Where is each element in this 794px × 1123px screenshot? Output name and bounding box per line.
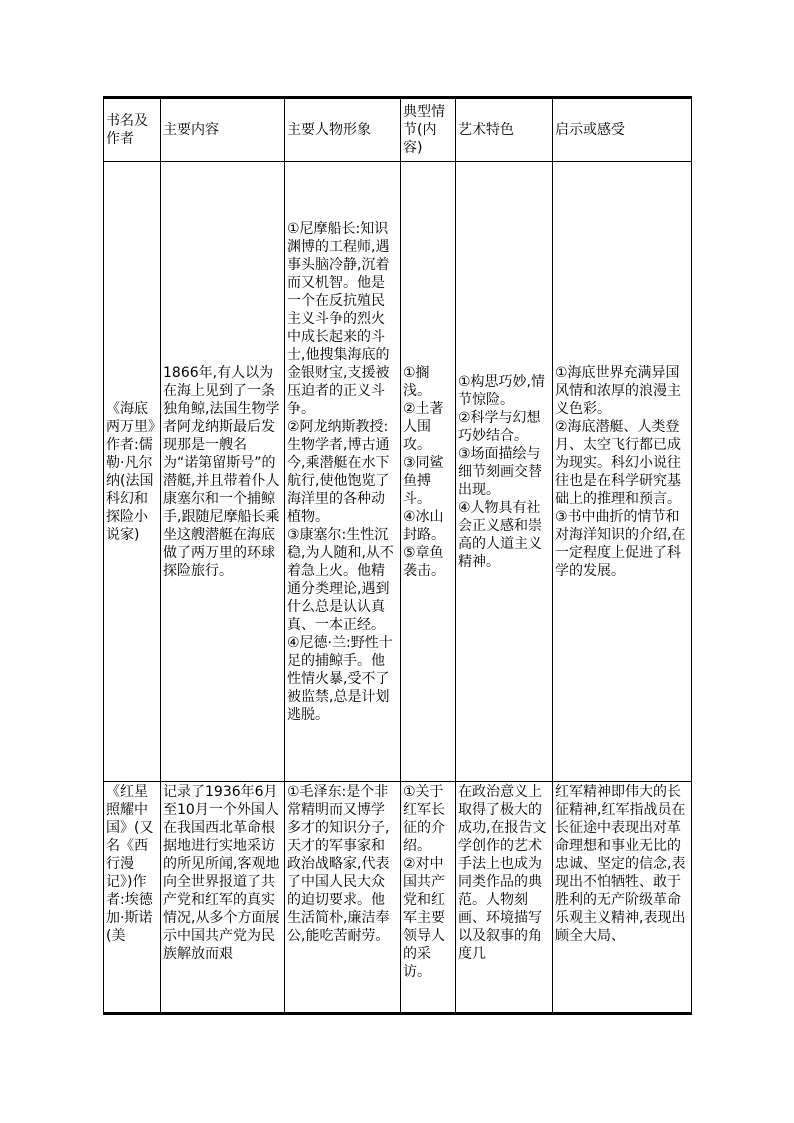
header-main-content: 主要内容	[161, 98, 285, 162]
cell-main-content: 记录了1936年6月至10月一个外国人在我国西北革命根据地进行实地采访的所见所闻,客观地向全世界报道了共产党和红军的真实情况,从多个方面展示中国共产党为民族解放而艰	[161, 782, 285, 1014]
table-row	[104, 782, 692, 1014]
table-header-row	[104, 98, 692, 162]
cell-typical-plot: ①关于红军长征的介绍。 ②对中国共产党和红军主要领导人的采访。	[401, 782, 456, 1014]
cell-book-author: 《红星照耀中国》(又名《西行漫记》)作者:埃德加·斯诺(美	[104, 782, 161, 1014]
cell-art-features: ①构思巧妙,情节惊险。 ②科学与幻想巧妙结合。 ③场面描绘与细节刻画交替出现。 ④人物具有社会正义感和崇高的人道主义精神。	[456, 162, 553, 782]
book-summary-table	[103, 96, 692, 1015]
header-art-features: 艺术特色	[456, 98, 553, 162]
header-book-author: 书名及作者	[104, 98, 161, 162]
header-insight: 启示或感受	[553, 98, 692, 162]
cell-main-content: 1866年,有人以为在海上见到了一条独角鲸,法国生物学者阿龙纳斯最后发现那是一艘名为“诺第留斯号”的潜艇,并且带着仆人康塞尔和一个捕鲸手,跟随尼摩船长乘坐这艘潜艇在海底做了两万里的环球探险旅行。	[161, 162, 285, 782]
cell-insight: ①海底世界充满异国风情和浓厚的浪漫主义色彩。 ②海底潜艇、人类登月、太空飞行都已成为现实。科幻小说往往也是在科学研究基础上的推理和预言。 ③书中曲折的情节和对海洋知识的介绍,在一定程度上促进了科学的发展。	[553, 162, 692, 782]
cell-book-author: 《海底两万里》作者:儒勒·凡尔纳(法国科幻和探险小说家)	[104, 162, 161, 782]
cell-art-features: 在政治意义上取得了极大的成功,在报告文学创作的艺术手法上也成为同类作品的典范。人物刻画、环境描写以及叙事的角度几	[456, 782, 553, 1014]
header-main-characters: 主要人物形象	[285, 98, 401, 162]
cell-main-characters: ①毛泽东:是个非常精明而又博学多才的知识分子,天才的军事家和政治战略家,代表了中国人民大众的迫切要求。他生活简朴,廉洁奉公,能吃苦耐劳。	[285, 782, 401, 1014]
header-typical-plot: 典型情节(内容)	[401, 98, 456, 162]
cell-main-characters: ①尼摩船长:知识渊博的工程师,遇事头脑冷静,沉着而又机智。他是一个在反抗殖民主义斗争的烈火中成长起来的斗士,他搜集海底的金银财宝,支援被压迫者的正义斗争。 ②阿龙纳斯教授:生物学者,博古通今,乘潜艇在水下航行,使他饱览了海洋里的各种动植物。 ③康塞尔:生性沉稳,为人随和,从不着急上火。他精通分类理论,遇到什么总是认认真真、一本正经。 ④尼德·兰:野性十足的捕鲸手。他性情火暴,受不了被监禁,总是计划逃脱。	[285, 162, 401, 782]
cell-insight: 红军精神即伟大的长征精神,红军指战员在长征途中表现出对革命理想和事业无比的忠诚、坚定的信念,表现出不怕牺牲、敢于胜利的无产阶级革命乐观主义精神,表现出顾全大局、	[553, 782, 692, 1014]
table-row	[104, 162, 692, 782]
cell-typical-plot: ①搁浅。 ②土著人围攻。 ③同鲨鱼搏斗。 ④冰山封路。 ⑤章鱼袭击。	[401, 162, 456, 782]
